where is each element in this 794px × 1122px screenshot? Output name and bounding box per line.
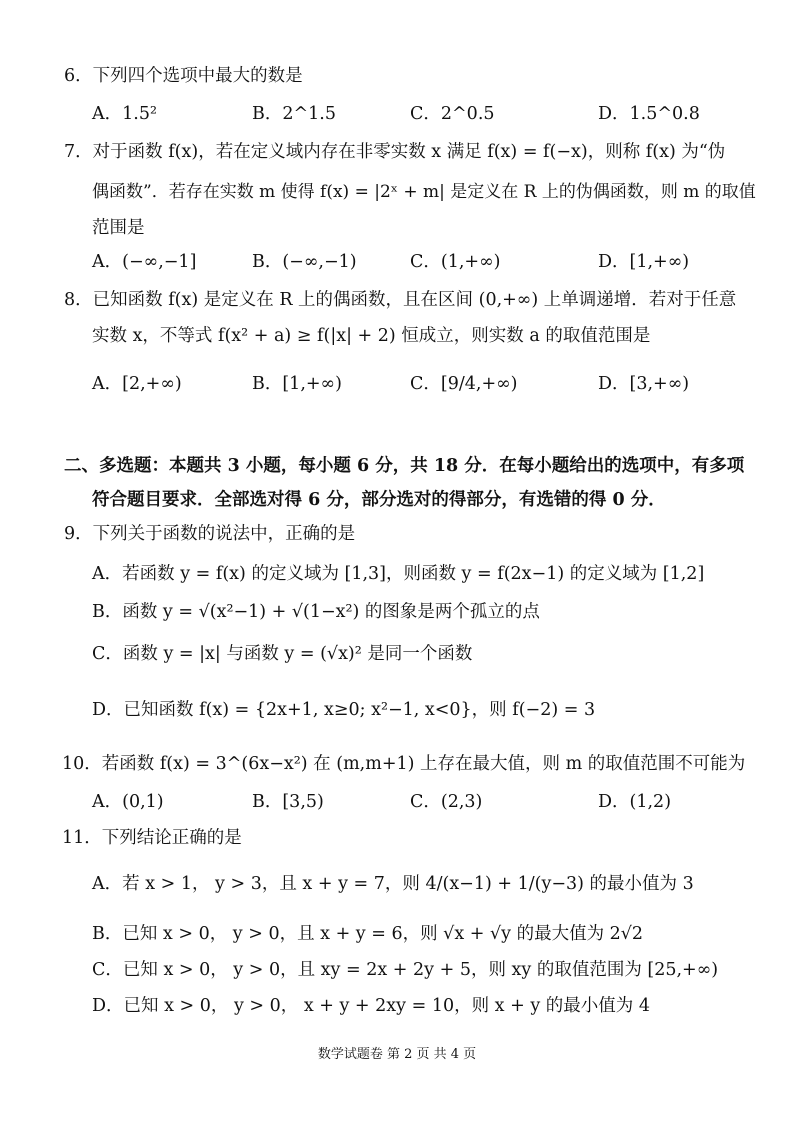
q10-option-c: C．(2,3) (410, 792, 483, 812)
q8-option-c: C．[9/4,+∞) (410, 374, 518, 394)
q6-option-b: B．2^1.5 (252, 104, 336, 124)
q11-option-a: A．若 x > 1， y > 3，且 x + y = 7，则 4/(x−1) + 1/(y−3) 的最小值为 3 (92, 874, 694, 894)
question-7-line-2: 偶函数”．若存在实数 m 使得 f(x) = |2ˣ + m| 是定义在 R 上的伪偶函数，则 m 的取值 (92, 182, 756, 202)
q6-option-a: A．1.5² (92, 104, 157, 124)
q9-option-d: D．已知函数 f(x) = {2x+1, x≥0; x²−1, x<0}，则 f(−2) = 3 (92, 700, 596, 720)
question-6-stem: 6．下列四个选项中最大的数是 (64, 66, 303, 86)
page-footer: 数学试题卷 第 2 页 共 4 页 (317, 1047, 477, 1062)
question-7-line-3: 范围是 (92, 218, 145, 238)
q6-option-d: D．1.5^0.8 (598, 104, 700, 124)
q7-option-a: A．(−∞,−1] (92, 252, 197, 272)
q9-option-b: B．函数 y = √(x²−1) + √(1−x²) 的图象是两个孤立的点 (92, 602, 540, 622)
q11-option-c: C．已知 x > 0， y > 0，且 xy = 2x + 2y + 5，则 xy 的取值范围为 [25,+∞) (92, 960, 719, 980)
q9-option-c: C．函数 y = |x| 与函数 y = (√x)² 是同一个函数 (92, 644, 473, 664)
question-10-stem: 10．若函数 f(x) = 3^(6x−x²) 在 (m,m+1) 上存在最大值，则 m 的取值范围不可能为 (62, 754, 746, 774)
q10-option-a: A．(0,1) (92, 792, 164, 812)
question-9-stem: 9．下列关于函数的说法中，正确的是 (64, 524, 356, 544)
question-7-line-1: 7．对于函数 f(x)，若在定义域内存在非零实数 x 满足 f(x) = f(−x)，则称 f(x) 为“伪 (64, 142, 726, 162)
q11-option-b: B．已知 x > 0， y > 0，且 x + y = 6，则 √x + √y 的最大值为 2√2 (92, 924, 644, 944)
q9-option-a: A．若函数 y = f(x) 的定义域为 [1,3]，则函数 y = f(2x−1) 的定义域为 [1,2] (92, 564, 705, 584)
section-2-instructions: 符合题目要求．全部选对得 6 分，部分选对的得部分，有选错的得 0 分． (92, 490, 666, 510)
question-11-stem: 11．下列结论正确的是 (62, 828, 242, 848)
q6-option-c: C．2^0.5 (410, 104, 495, 124)
q7-option-c: C．(1,+∞) (410, 252, 501, 272)
q7-option-d: D．[1,+∞) (598, 252, 690, 272)
question-8-line-1: 8．已知函数 f(x) 是定义在 R 上的偶函数，且在区间 (0,+∞) 上单调递增．若对于任意 (64, 290, 737, 310)
q7-option-b: B．(−∞,−1) (252, 252, 357, 272)
q8-option-b: B．[1,+∞) (252, 374, 342, 394)
section-2-heading: 二、多选题：本题共 3 小题，每小题 6 分，共 18 分．在每小题给出的选项中，有多项 (64, 456, 745, 476)
q10-option-d: D．(1,2) (598, 792, 672, 812)
q11-option-d: D．已知 x > 0， y > 0， x + y + 2xy = 10，则 x + y 的最小值为 4 (92, 996, 650, 1016)
q10-option-b: B．[3,5) (252, 792, 324, 812)
q8-option-a: A．[2,+∞) (92, 374, 182, 394)
question-8-line-2: 实数 x，不等式 f(x² + a) ≥ f(|x| + 2) 恒成立，则实数 a 的取值范围是 (92, 326, 651, 346)
q8-option-d: D．[3,+∞) (598, 374, 690, 394)
